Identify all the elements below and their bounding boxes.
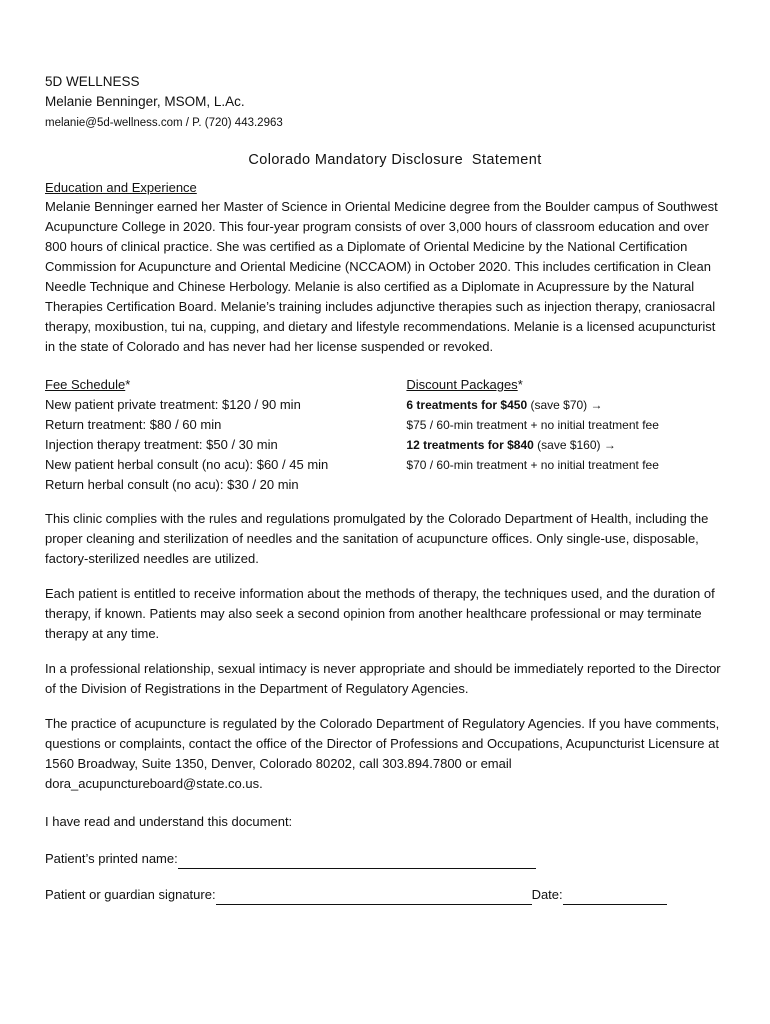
education-heading: Education and Experience bbox=[45, 180, 197, 195]
package-2-title: 12 treatments for $840 bbox=[406, 438, 534, 452]
document-title: Colorado Mandatory Disclosure Statement bbox=[248, 152, 542, 168]
package-1-title: 6 treatments for $450 bbox=[406, 398, 528, 412]
package-2 bbox=[406, 435, 725, 455]
document-page bbox=[45, 72, 725, 905]
packages-heading bbox=[406, 375, 725, 395]
practitioner-name: Melanie Benninger, MSOM, L.Ac. bbox=[45, 94, 245, 109]
relationship-paragraph: In a professional relationship, sexual intimacy is never appropriate and should be immediately reported to the Director of the Division of Registrations in the Department of Regulatory Agencies. bbox=[45, 661, 721, 696]
date-field[interactable] bbox=[563, 889, 667, 905]
fee-asterisk: * bbox=[125, 377, 131, 392]
regulation-paragraph: The practice of acupuncture is regulated by the Colorado Department of Regulatory Agencies. If you have comments, questions or complaints, contact the office of the Director of Professions and Occupations, Acupuncturist Licensure at 1560 Broadway, Suite 1350, Denver, Colorado 80202, call 303.894.7800 or email dora_acupunctureboard@state.co.us. bbox=[45, 716, 720, 791]
package-2-detail: $70 / 60-min treatment + no initial treatment fee bbox=[406, 458, 659, 472]
discount-packages bbox=[406, 375, 725, 495]
package-2-savings: (save $160) bbox=[533, 438, 604, 452]
fee-schedule bbox=[45, 375, 406, 495]
fee-item: Return herbal consult (no acu): $30 / 20 min bbox=[45, 477, 299, 492]
contact-info: melanie@5d-wellness.com / P. (720) 443.2963 bbox=[45, 117, 283, 129]
printed-name-label: Patient’s printed name: bbox=[45, 851, 178, 866]
package-1 bbox=[406, 395, 725, 415]
arrow-right-icon: → bbox=[603, 438, 616, 452]
fee-item: New patient herbal consult (no acu): $60 / 45 min bbox=[45, 457, 329, 472]
packages-asterisk: * bbox=[517, 377, 523, 392]
fee-item: Injection therapy treatment: $50 / 30 min bbox=[45, 437, 278, 452]
package-1-detail: $75 / 60-min treatment + no initial treatment fee bbox=[406, 418, 659, 432]
printed-name-field[interactable] bbox=[178, 853, 536, 869]
fees-section bbox=[45, 375, 725, 495]
fee-item: New patient private treatment: $120 / 90 min bbox=[45, 397, 301, 412]
signature-field[interactable] bbox=[216, 889, 532, 905]
package-1-savings: (save $70) bbox=[527, 398, 591, 412]
packages-heading-text: Discount Packages bbox=[406, 377, 518, 392]
compliance-paragraph: This clinic complies with the rules and regulations promulgated by the Colorado Department of Health, including the proper cleaning and sterilization of needles and the sanitation of acupuncture offices. Only single-use, disposable, factory-sterilized needles are utilized. bbox=[45, 511, 709, 566]
rights-paragraph: Each patient is entitled to receive information about the methods of therapy, the techniques used, and the duration of therapy, if known. Patients may also seek a second opinion from another healthcare professional or may terminate therapy at any time. bbox=[45, 586, 715, 641]
acknowledgment-text: I have read and understand this document: bbox=[45, 814, 293, 829]
fee-item: Return treatment: $80 / 60 min bbox=[45, 417, 222, 432]
date-label: Date: bbox=[531, 887, 563, 902]
signature-row bbox=[45, 885, 725, 905]
signature-label: Patient or guardian signature: bbox=[45, 887, 216, 902]
fee-schedule-heading-text: Fee Schedule bbox=[45, 377, 126, 392]
org-name: 5D WELLNESS bbox=[45, 74, 140, 89]
printed-name-row bbox=[45, 849, 725, 869]
fee-schedule-heading bbox=[45, 375, 406, 395]
arrow-right-icon: → bbox=[590, 398, 603, 412]
education-text: Melanie Benninger earned her Master of Science in Oriental Medicine degree from the Boulder campus of Southwest Acupuncture College in 2020. This four-year program consists of over 3,000 hours of classroom education and over 800 hours of clinical practice. She was certified as a Diplomate of Oriental Medicine by the National Certification Commission for Acupuncture and Oriental Medicine (NCCAOM) in October 2020. This includes certification in Clean Needle Technique and Chinese Herbology. Melanie is also certified as a Diplomate in Acupressure by the Natural Therapies Certification Board. Melanie’s training includes adjunctive therapies such as injection therapy, craniosacral therapy, moxibustion, tui na, cupping, and dietary and lifestyle recommendations. Melanie is a licensed acupuncturist in the state of Colorado and has never had her license suspended or revoked. bbox=[45, 199, 718, 354]
